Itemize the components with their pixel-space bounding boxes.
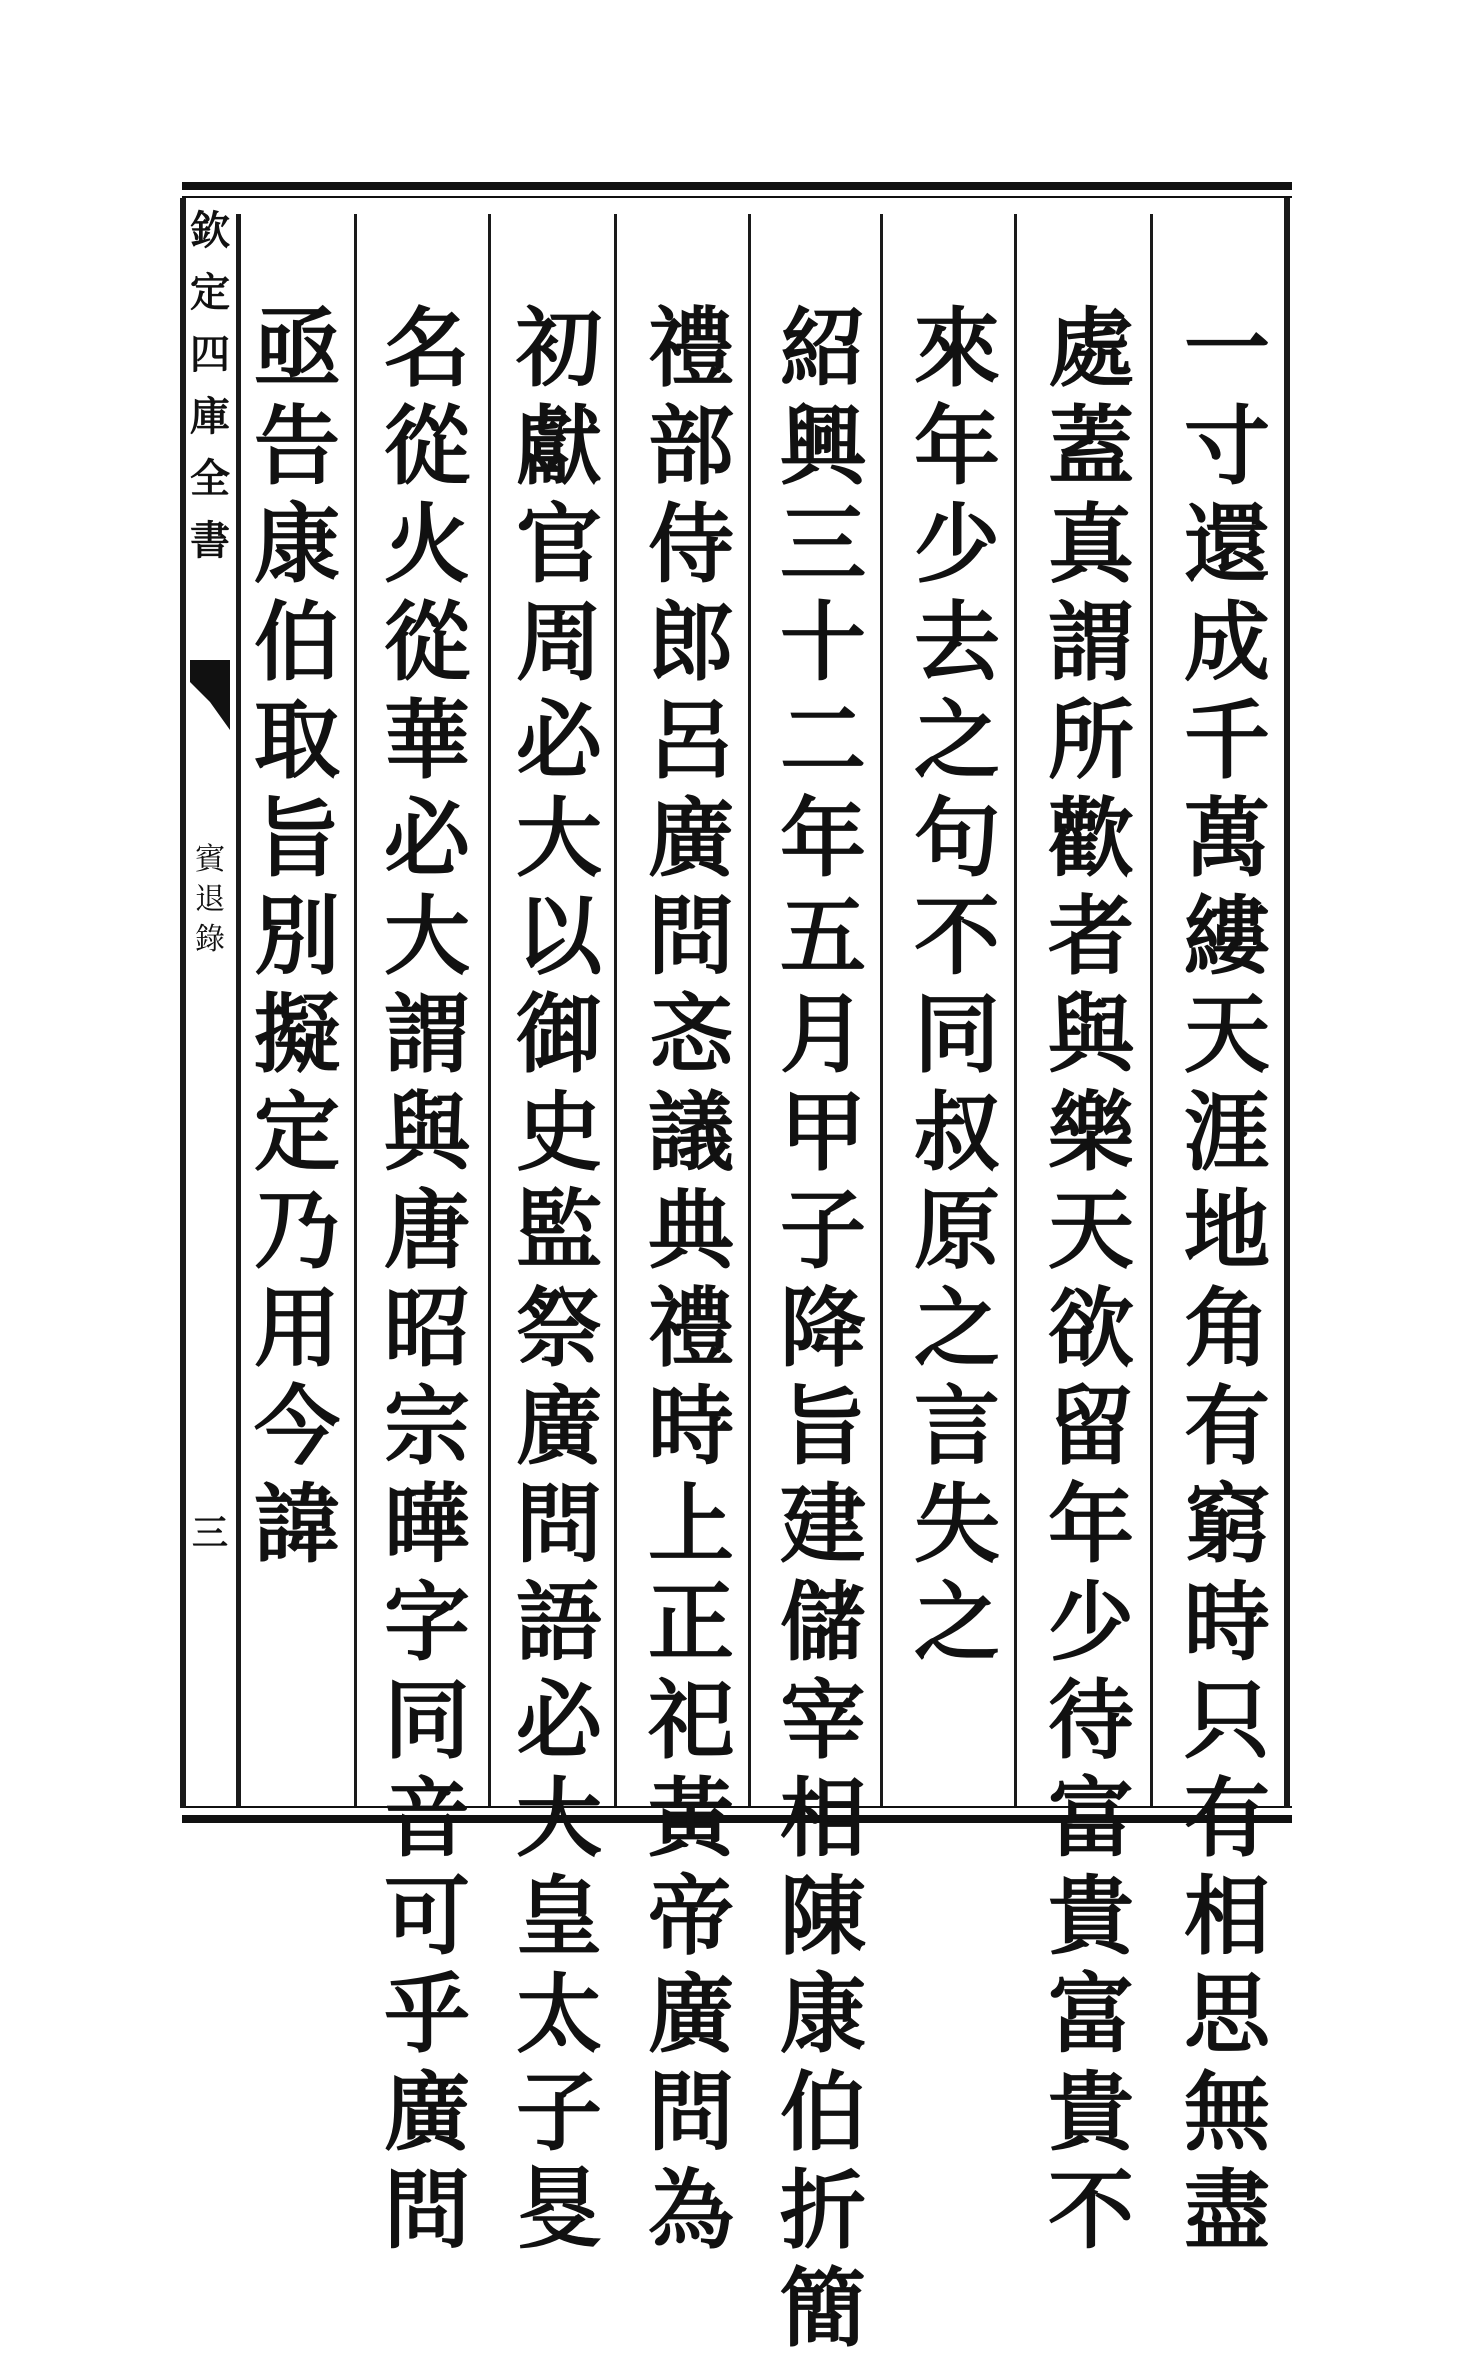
character: 天: [1184, 984, 1270, 1085]
character: 時: [1184, 1572, 1270, 1673]
character: 典: [648, 1180, 734, 1281]
character: 天: [1048, 1180, 1134, 1281]
character: 大: [516, 1768, 602, 1869]
character: 呂: [648, 690, 734, 791]
character: 成: [1184, 592, 1270, 693]
character: 同: [914, 984, 1000, 1085]
character: 語: [516, 1572, 602, 1673]
right-border-line: [1284, 198, 1290, 1808]
character: 問: [648, 2062, 734, 2163]
character: 同: [384, 1670, 470, 1771]
character: 祭: [516, 1278, 602, 1379]
character: 旨: [254, 788, 340, 889]
character: 之: [914, 1278, 1000, 1379]
character: 大: [516, 788, 602, 889]
character: 叔: [914, 1082, 1000, 1183]
character: 樂: [1048, 1082, 1134, 1183]
text-column-8: [242, 300, 352, 1574]
character: 名: [384, 298, 470, 399]
character: 祀: [648, 1670, 734, 1771]
character: 謂: [1048, 592, 1134, 693]
character: 𠭁: [516, 2160, 602, 2261]
character: 折: [780, 2160, 866, 2261]
character: 涯: [1184, 1082, 1270, 1183]
character: 亟: [254, 298, 340, 399]
character: 年: [1048, 1474, 1134, 1575]
text-column-4: [768, 300, 878, 2358]
character: 乃: [254, 1180, 340, 1281]
title-character: 書: [190, 517, 230, 564]
character: 有: [1184, 1768, 1270, 1869]
section-character: 錄: [195, 922, 225, 957]
character: 上: [648, 1474, 734, 1575]
character: 貴: [1048, 1866, 1134, 1967]
character: 康: [254, 494, 340, 595]
character: 問: [516, 1474, 602, 1575]
column-divider: [880, 214, 883, 1806]
character: 以: [516, 886, 602, 987]
character: 禮: [648, 1278, 734, 1379]
text-column-3: [902, 300, 1012, 1672]
character: 子: [516, 2062, 602, 2163]
character: 可: [384, 1866, 470, 1967]
character: 萬: [1184, 788, 1270, 889]
column-divider: [614, 214, 617, 1806]
character: 蓋: [1048, 396, 1134, 497]
section-character: 賓: [195, 842, 225, 877]
character: 定: [254, 1082, 340, 1183]
character: 有: [1184, 1376, 1270, 1477]
text-column-6: [504, 300, 614, 2260]
character: 角: [1184, 1278, 1270, 1379]
character: 不: [914, 886, 1000, 987]
character: 千: [1184, 690, 1270, 791]
character: 康: [780, 1964, 866, 2065]
character: 月: [780, 984, 866, 1085]
character: 廣: [648, 1964, 734, 2065]
character: 與: [384, 1082, 470, 1183]
character: 富: [1048, 1964, 1134, 2065]
character: 待: [1048, 1670, 1134, 1771]
margin-strip: [186, 198, 234, 1808]
character: 昭: [384, 1278, 470, 1379]
character: 句: [914, 788, 1000, 889]
character: 陳: [780, 1866, 866, 1967]
character: 取: [254, 690, 340, 791]
margin-divider: [236, 214, 241, 1806]
title-character: 定: [190, 269, 230, 316]
character: 監: [516, 1180, 602, 1281]
character: 寸: [1184, 396, 1270, 497]
character: 用: [254, 1278, 340, 1379]
character: 諱: [254, 1474, 340, 1575]
character: 獻: [516, 396, 602, 497]
character: 初: [516, 298, 602, 399]
character: 廣: [648, 788, 734, 889]
character: 正: [648, 1572, 734, 1673]
character: 今: [254, 1376, 340, 1477]
character: 太: [516, 1964, 602, 2065]
character: 必: [516, 1670, 602, 1771]
character: 從: [384, 396, 470, 497]
character: 不: [1048, 2160, 1134, 2261]
text-column-1: [1172, 300, 1282, 2260]
column-divider: [1150, 214, 1153, 1806]
character: 與: [1048, 984, 1134, 1085]
character: 議: [648, 1082, 734, 1183]
character: 甲: [780, 1082, 866, 1183]
character: 簡: [780, 2258, 866, 2359]
character: 二: [780, 690, 866, 791]
section-title: [192, 840, 228, 960]
character: 去: [914, 592, 1000, 693]
character: 曄: [384, 1474, 470, 1575]
character: 部: [648, 396, 734, 497]
character: 盡: [1184, 2160, 1270, 2261]
character: 從: [384, 592, 470, 693]
section-character: 退: [195, 882, 225, 917]
character: 無: [1184, 2062, 1270, 2163]
character: 還: [1184, 494, 1270, 595]
character: 問: [648, 886, 734, 987]
character: 禮: [648, 298, 734, 399]
character: 乎: [384, 1964, 470, 2065]
character: 少: [1048, 1572, 1134, 1673]
character: 御: [516, 984, 602, 1085]
character: 相: [780, 1768, 866, 1869]
character: 三: [780, 494, 866, 595]
character: 年: [914, 396, 1000, 497]
character: 告: [254, 396, 340, 497]
character: 忞: [648, 984, 734, 1085]
top-border-rule: [182, 182, 1292, 190]
character: 窮: [1184, 1474, 1270, 1575]
character: 大: [384, 886, 470, 987]
character: 帝: [648, 1866, 734, 1967]
character: 必: [384, 788, 470, 889]
character: 原: [914, 1180, 1000, 1281]
character: 少: [914, 494, 1000, 595]
fishtail-mark: [190, 660, 230, 730]
character: 言: [914, 1376, 1000, 1477]
character: 為: [648, 2160, 734, 2261]
character: 者: [1048, 886, 1134, 987]
character: 子: [780, 1180, 866, 1281]
column-divider: [488, 214, 491, 1806]
character: 貴: [1048, 2062, 1134, 2163]
character: 思: [1184, 1964, 1270, 2065]
character: 必: [516, 690, 602, 791]
character: 縷: [1184, 886, 1270, 987]
page-number: 三: [191, 1512, 228, 1554]
character: 來: [914, 298, 1000, 399]
character: 官: [516, 494, 602, 595]
title-character: 全: [190, 455, 230, 502]
character: 宗: [384, 1376, 470, 1477]
character: 十: [780, 592, 866, 693]
top-inner-rule: [182, 196, 1292, 198]
text-column-7: [372, 300, 482, 2260]
character: 之: [914, 1572, 1000, 1673]
character: 伯: [780, 2062, 866, 2163]
character: 只: [1184, 1670, 1270, 1771]
title-character: 四: [190, 331, 230, 378]
character: 音: [384, 1768, 470, 1869]
character: 擬: [254, 984, 340, 1085]
character: 謂: [384, 984, 470, 1085]
character: 問: [384, 2160, 470, 2261]
character: 郎: [648, 592, 734, 693]
character: 字: [384, 1572, 470, 1673]
character: 處: [1048, 298, 1134, 399]
character: 失: [914, 1474, 1000, 1575]
character: 伯: [254, 592, 340, 693]
character: 華: [384, 690, 470, 791]
text-column-2: [1036, 300, 1146, 2260]
column-divider: [748, 214, 751, 1806]
title-character: 欽: [190, 207, 230, 254]
character: 地: [1184, 1180, 1270, 1281]
character: 降: [780, 1278, 866, 1379]
book-title: [186, 200, 234, 572]
character: 富: [1048, 1768, 1134, 1869]
character: 宰: [780, 1670, 866, 1771]
character: 一: [1184, 298, 1270, 399]
character: 史: [516, 1082, 602, 1183]
character: 興: [780, 396, 866, 497]
character: 唐: [384, 1180, 470, 1281]
column-divider: [1014, 214, 1017, 1806]
character: 之: [914, 690, 1000, 791]
character: 欲: [1048, 1278, 1134, 1379]
character: 儲: [780, 1572, 866, 1673]
character: 紹: [780, 298, 866, 399]
character: 建: [780, 1474, 866, 1575]
character: 廣: [516, 1376, 602, 1477]
character: 所: [1048, 690, 1134, 791]
character: 火: [384, 494, 470, 595]
character: 時: [648, 1376, 734, 1477]
title-character: 庫: [190, 393, 230, 440]
character: 黃: [648, 1768, 734, 1869]
character: 五: [780, 886, 866, 987]
character: 周: [516, 592, 602, 693]
character: 年: [780, 788, 866, 889]
column-divider: [354, 214, 357, 1806]
character: 別: [254, 886, 340, 987]
character: 留: [1048, 1376, 1134, 1477]
character: 歡: [1048, 788, 1134, 889]
character: 真: [1048, 494, 1134, 595]
character: 侍: [648, 494, 734, 595]
character: 旨: [780, 1376, 866, 1477]
character: 廣: [384, 2062, 470, 2163]
text-column-5: [636, 300, 746, 2260]
character: 相: [1184, 1866, 1270, 1967]
character: 皇: [516, 1866, 602, 1967]
